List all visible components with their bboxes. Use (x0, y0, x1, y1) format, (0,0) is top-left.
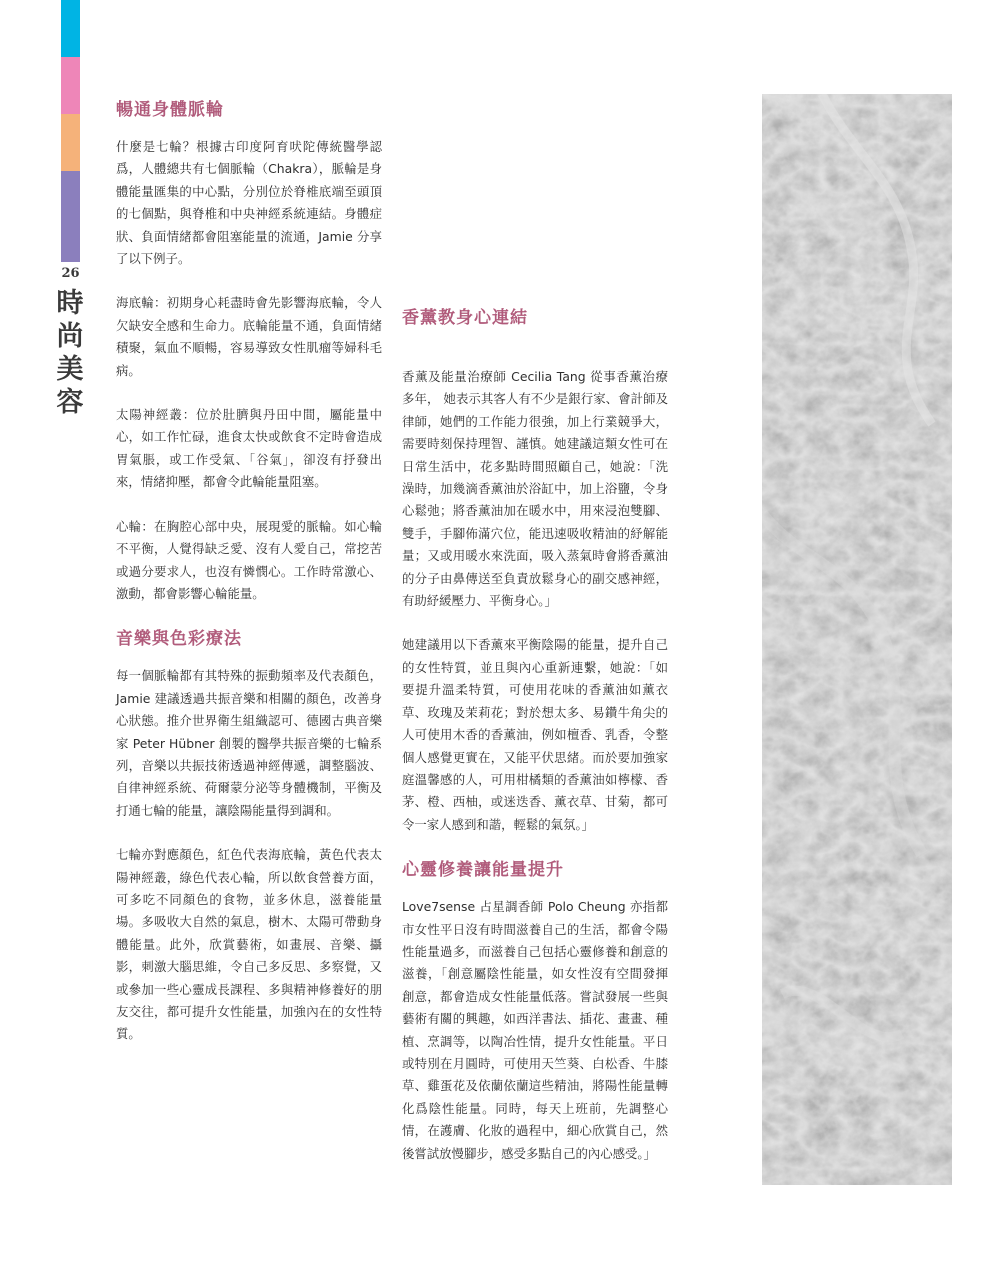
paragraph: 海底輪：初期身心耗盡時會先影響海底輪，令人欠缺安全感和生命力。底輪能量不通，負面情緒積聚，氣血不順暢，容易導致女性肌瘤等婦科毛病。 (116, 295, 382, 378)
paragraph: 每一個脈輪都有其特殊的振動頻率及代表顏色，Jamie 建議透過共振音樂和相關的顏色，改善身心狀態。推介世界衛生組織認可、德國古典音樂家 Peter Hübner 創製的醫學共振音樂的七輪系列，音樂以共振技術透過神經傳遞，調整腦波、自律神經系統、荷爾蒙分泌等身體機制，平衡及打通七輪的能量，讓陰陽能量得到調和。 (116, 668, 382, 818)
paragraph: 她建議用以下香薰來平衡陰陽的能量，提升自己的女性特質，並且與內心重新連繫，她說：「如要提升溫柔特質，可使用花味的香薰油如薰衣草、玫瑰及茉莉花；對於想太多、易鑽牛角尖的人可使用木香的香薰油，例如檀香、乳香，令整個人感覺更實在，又能平伏思緒。而於要加強家庭溫馨感的人，可用柑橘類的香薰油如檸檬、香茅、橙、西柚，或迷迭香、薰衣草、甘菊，都可令一家人感到和諧，輕鬆的氣氛。」 (402, 637, 668, 832)
heading-chakra: 暢通身體脈輪 (116, 100, 224, 120)
section-char: 時 (56, 288, 84, 319)
heading-aromatherapy: 香薰教身心連結 (402, 308, 528, 328)
section-char: 容 (56, 387, 84, 418)
paragraph: 七輪亦對應顏色，紅色代表海底輪，黃色代表太陽神經叢，綠色代表心輪，所以飲食營養方面，可多吃不同顏色的食物，並多休息，滋養能量場。多吸收大自然的氣息，樹木、太陽可帶動身體能量。此外，欣賞藝術，如畫展、音樂、攝影，刺激大腦思維，令自己多反思、多察覺，又或參加一些心靈成長課程、多與精神修養好的朋友交往，都可提升女性能量，加強內在的女性特質。 (116, 847, 382, 1042)
color-tab-pink (61, 57, 80, 114)
paragraph: 心輪：在胸腔心部中央，展現愛的脈輪。如心輪不平衡，人覺得缺乏愛、沒有人愛自己，常挖苦或過分要求人，也沒有憐憫心。工作時常激心、激動，都會影響心輪能量。 (116, 518, 382, 601)
section-char: 美 (56, 354, 84, 385)
paragraph: 太陽神經叢：位於肚臍與丹田中間，屬能量中心，如工作忙碌，進食太快或飲食不定時會造成胃氣脹，或工作受氣、「谷氣」，卻沒有抒發出來，情緒抑壓，都會令此輪能量阻塞。 (116, 407, 382, 490)
right-column (402, 306, 668, 1165)
color-tab-orange (61, 114, 80, 171)
color-tab-purple (61, 171, 80, 262)
section-char: 尚 (56, 321, 84, 352)
paragraph: 什麼是七輪？根據古印度阿育吠陀傳統醫學認爲，人體總共有七個脈輪（Chakra），脈輪是身體能量匯集的中心點，分別位於脊椎底端至頭頂的七個點，與脊椎和中央神經系統連結。身體症狀、負面情緒都會阻塞能量的流通，Jamie 分享了以下例子。 (116, 139, 382, 267)
section-title-vertical (54, 287, 86, 419)
paragraph: 香薰及能量治療師 Cecilia Tang 從事香薰治療多年， 她表示其客人有不少是銀行家、會計師及律師，她們的工作能力很強，加上行業競爭大，需要時刻保持理智、謹慎。她建議這類女性可在日常生活中，花多點時間照顧自己，她說：「洗澡時，加幾滴香薰油於浴缸中，加上浴鹽，令身心鬆弛；將香薰油加在暖水中，用來浸泡雙腳、雙手，手腳佈滿穴位，能迅速吸收精油的紓解能量；又或用暖水來洗面，吸入蒸氣時會將香薰油的分子由鼻傳送至負責放鬆身心的副交感神經，有助紓緩壓力、平衡身心。」 (402, 369, 668, 609)
paragraph: Love7sense 占星調香師 Polo Cheung 亦指都市女性平日沒有時間滋養自己的生活，都會令陽性能量過多，而滋養自己包括心靈修養和創意的滋養，「創意屬陰性能量，如女性沒有空間發揮創意，都會造成女性能量低落。嘗試發展一些與藝術有關的興趣，如西洋書法、插花、畫畫、種植、烹調等，以陶冶性情，提升女性能量。平日或特別在月圓時，可使用天竺葵、白松香、牛膝草、雞蛋花及依蘭依蘭這些精油，將陽性能量轉化爲陰性能量。同時，每天上班前，先調整心情，在護膚、化妝的過程中，細心欣賞自己，然後嘗試放慢腳步，感受多點自己的內心感受。」 (402, 899, 668, 1161)
powder-texture-photo (762, 94, 952, 1185)
heading-spiritual: 心靈修養讓能量提升 (402, 860, 564, 881)
heading-music-color: 音樂與色彩療法 (116, 629, 242, 650)
color-tab-cyan (61, 0, 80, 57)
left-column (116, 98, 382, 1046)
page-number: 26 (61, 266, 80, 281)
